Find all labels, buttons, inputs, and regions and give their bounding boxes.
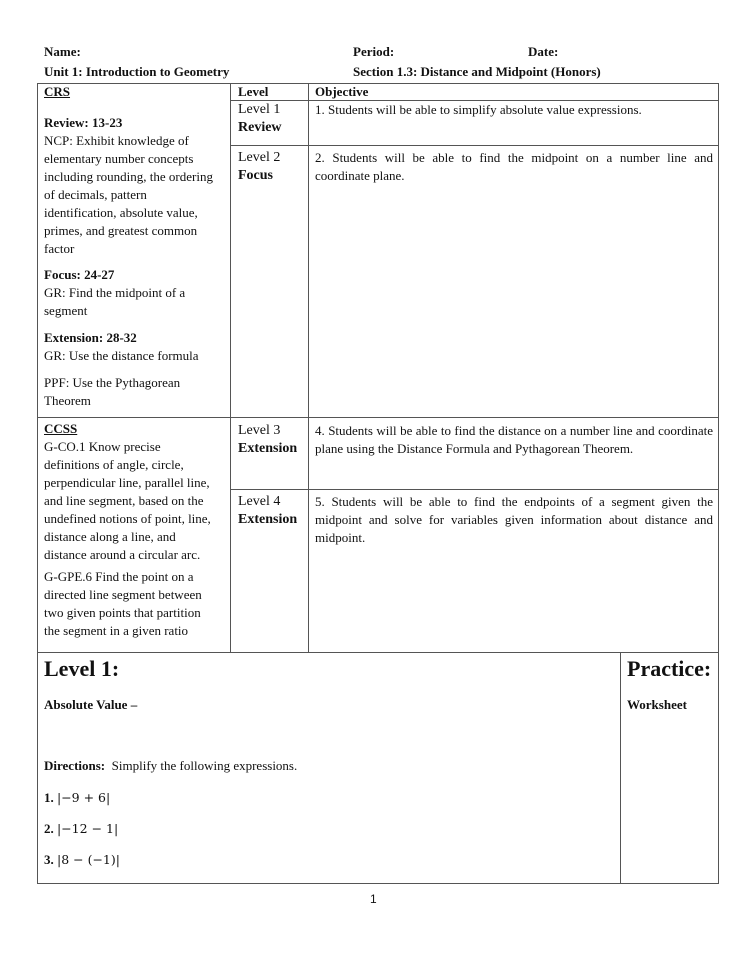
ccss-line: perpendicular line, parallel line, (44, 475, 210, 490)
extension-heading: Extension: 28-32 (44, 330, 137, 345)
level-number: Level 3 (238, 423, 281, 438)
problem-number: 2. (44, 821, 54, 836)
focus-line: segment (44, 303, 88, 318)
extension-line: GR: Use the distance formula (44, 348, 199, 363)
review-line: primes, and greatest common (44, 223, 198, 238)
level-type: Extension (238, 512, 298, 527)
problem-expression: |−12 − 1| (57, 821, 119, 836)
ccss-block (44, 420, 228, 564)
directions (44, 758, 297, 774)
objective-2: 2. Students will be able to find the midpoint on a number line and coordinate plane. (315, 150, 713, 183)
level-type: Focus (238, 168, 273, 183)
level-cell-2 (238, 149, 280, 185)
problem-expression: |−9 + 6| (57, 790, 111, 805)
practice-left-border (37, 652, 38, 884)
objective-4: 5. Students will be able to find the endpoints of a segment given the midpoint and solve for variables given information about distance and midpoint. (315, 494, 713, 545)
row-divider-3 (230, 489, 719, 490)
period-label: Period: (353, 44, 395, 59)
page-number: 1 (370, 892, 377, 906)
crs-extension-block (44, 329, 228, 365)
section-title: Section 1.3: Distance and Midpoint (Honors) (353, 64, 601, 79)
problem-1 (44, 790, 110, 806)
level-1-heading: Level 1: (44, 656, 120, 681)
objective-heading: Objective (315, 84, 369, 99)
review-line: NCP: Exhibit knowledge of (44, 133, 189, 148)
level-type: Review (238, 120, 282, 135)
problem-number: 3. (44, 852, 54, 867)
ccss-heading: CCSS (44, 421, 78, 436)
ccss-line: directed line segment between (44, 587, 202, 602)
objective-1: 1. Students will be able to simplify absolute value expressions. (315, 102, 642, 117)
ccss-line: distance around a circular arc. (44, 547, 201, 562)
ppf-line: PPF: Use the Pythagorean (44, 375, 181, 390)
review-line: of decimals, pattern (44, 187, 147, 202)
table-bottom-border (37, 652, 719, 653)
practice-heading: Practice: (627, 656, 712, 681)
crs-review-block (44, 114, 228, 258)
review-line: elementary number concepts (44, 151, 194, 166)
worksheet-label: Worksheet (627, 697, 687, 712)
ccss-gpe6-block (44, 568, 228, 640)
problem-3 (44, 852, 120, 868)
ccss-line: distance along a line, and (44, 529, 176, 544)
review-line: factor (44, 241, 75, 256)
row-divider-1 (230, 145, 719, 146)
level-type: Extension (238, 441, 298, 456)
focus-line: GR: Find the midpoint of a (44, 285, 186, 300)
practice-bottom-border (37, 883, 719, 884)
crs-column-border (230, 83, 231, 653)
unit-title: Unit 1: Introduction to Geometry (44, 64, 230, 79)
table-top-border (37, 83, 719, 84)
table-left-border (37, 83, 38, 653)
level-heading: Level (238, 84, 269, 99)
directions-text: Simplify the following expressions. (111, 758, 298, 773)
level-cell-1 (238, 101, 282, 137)
problem-2 (44, 821, 118, 837)
ccss-line: undefined notions of point, line, (44, 511, 211, 526)
problem-expression: |8 − (−1)| (57, 852, 120, 867)
review-line: identification, absolute value, (44, 205, 198, 220)
practice-column-border (620, 652, 621, 884)
level-number: Level 1 (238, 102, 281, 117)
ccss-line: G-CO.1 Know precise (44, 439, 161, 454)
focus-heading: Focus: 24-27 (44, 267, 115, 282)
ccss-line: definitions of angle, circle, (44, 457, 184, 472)
level-column-border (308, 83, 309, 653)
date-label: Date: (528, 44, 559, 59)
ccss-line: G-GPE.6 Find the point on a (44, 569, 194, 584)
review-heading: Review: 13-23 (44, 115, 123, 130)
objective-3: 4. Students will be able to find the distance on a number line and coordinate plane using the Distance Formula and Pythagorean Theorem. (315, 423, 713, 456)
topic-label: Absolute Value – (44, 697, 138, 712)
practice-right-border (718, 652, 719, 884)
directions-label: Directions: (44, 758, 106, 773)
crs-heading: CRS (44, 84, 71, 99)
ppf-line: Theorem (44, 393, 91, 408)
level-number: Level 2 (238, 150, 281, 165)
level-number: Level 4 (238, 494, 281, 509)
level-cell-4 (238, 493, 297, 529)
section-divider (37, 417, 719, 418)
crs-ppf-block (44, 374, 228, 410)
level-cell-3 (238, 422, 297, 458)
ccss-line: two given points that partition (44, 605, 201, 620)
name-label: Name: (44, 44, 81, 59)
crs-focus-block (44, 266, 228, 320)
review-line: including rounding, the ordering (44, 169, 213, 184)
table-right-border (718, 83, 719, 653)
ccss-line: the segment in a given ratio (44, 623, 189, 638)
problem-number: 1. (44, 790, 54, 805)
ccss-line: and line segment, based on the (44, 493, 204, 508)
